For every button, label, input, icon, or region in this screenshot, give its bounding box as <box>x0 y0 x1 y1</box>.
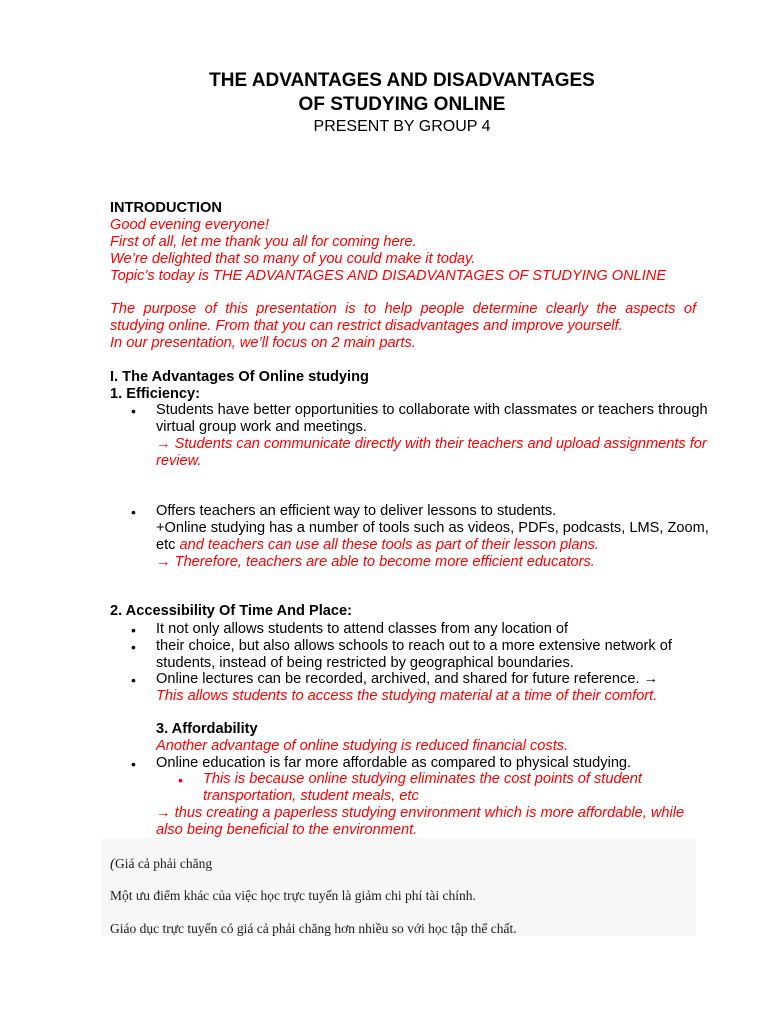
title-line-1: THE ADVANTAGES AND DISADVANTAGES <box>209 70 595 91</box>
section-1-heading: I. The Advantages Of Online studying <box>110 369 369 385</box>
affordability-bullet-1: Online education is far more affordable as compared to physical studying. <box>156 755 632 771</box>
intro-line-6: In our presentation, we’ll focus on 2 main parts. <box>110 335 416 351</box>
bullet-marker: • <box>131 672 136 688</box>
translation-line-1 <box>110 855 696 873</box>
efficiency-heading: 1. Efficiency: <box>110 386 201 402</box>
intro-line-2: First of all, let me thank you all for coming here. <box>110 234 417 250</box>
accessibility-bullet-3 <box>156 671 701 705</box>
open-paren: ( <box>110 856 115 872</box>
translation-line-2: Một ưu điểm khác của việc học trực tuyến là giảm chi phí tài chính. <box>110 888 476 903</box>
sub-bullet-marker: • <box>178 772 183 788</box>
accessibility-bullet-2: their choice, but also allows schools to reach out to a more extensive network of students, instead of being restricted by geographical boundaries. <box>156 638 672 671</box>
title-line-2: OF STUDYING ONLINE <box>298 94 506 115</box>
bullet-marker: • <box>131 622 136 638</box>
translation-line-1-text: Giá cả phải chăng <box>115 856 213 871</box>
efficiency-bullet-2-red: → Therefore, teachers are able to become more efficient educators. <box>156 554 595 570</box>
bullet-marker: • <box>131 504 136 520</box>
affordability-heading: 3. Affordability <box>156 721 258 737</box>
efficiency-bullet-2-plus: +Online studying has a number of tools such as videos, PDFs, podcasts, LMS, Zoom, etc <box>156 520 709 553</box>
bullet-marker: • <box>131 639 136 655</box>
accessibility-bullet-1: It not only allows students to attend classes from any location of <box>156 621 569 637</box>
affordability-red-line: Another advantage of online studying is reduced financial costs. <box>156 738 569 754</box>
efficiency-bullet-1-red: → Students can communicate directly with their teachers and upload assignments for review. <box>156 436 707 469</box>
accessibility-bullet-3-red: This allows students to access the studying material at a time of their comfort. <box>156 688 658 704</box>
affordability-sub-bullet: This is because online studying eliminates the cost points of student transportation, student meals, etc <box>203 771 642 804</box>
accessibility-heading: 2. Accessibility Of Time And Place: <box>110 603 352 619</box>
bullet-marker: • <box>131 403 136 419</box>
efficiency-bullet-1-text: Students have better opportunities to collaborate with classmates or teachers through virtual group work and meetings. <box>156 402 708 435</box>
intro-heading: INTRODUCTION <box>110 200 222 216</box>
translation-line-3: Giáo dục trực tuyến có giá cả phải chăng hơn nhiều so với học tập thể chất. <box>110 921 517 936</box>
bullet-marker: • <box>131 756 136 772</box>
subtitle: PRESENT BY GROUP 4 <box>313 118 491 135</box>
accessibility-bullet-3-text: Online lectures can be recorded, archived, and shared for future reference. → <box>156 671 659 687</box>
efficiency-bullet-1 <box>156 402 716 470</box>
affordability-conclusion: → thus creating a paperless studying environment which is more affordable, while also being beneficial to the environment. <box>156 805 685 838</box>
intro-line-4: Topic’s today is THE ADVANTAGES AND DISADVANTAGES OF STUDYING ONLINE <box>110 268 667 284</box>
intro-line-1: Good evening everyone! <box>110 217 270 233</box>
efficiency-bullet-2 <box>156 503 716 571</box>
efficiency-bullet-2-text: Offers teachers an efficient way to deliver lessons to students. <box>156 503 557 519</box>
intro-line-3: We’re delighted that so many of you could make it today. <box>110 251 476 267</box>
efficiency-bullet-2-plus-red: and teachers can use all these tools as part of their lesson plans. <box>179 537 599 553</box>
intro-line-5: The purpose of this presentation is to help people determine clearly the aspects of studying online. From that you can restrict disadvantages and improve yourself. <box>110 301 696 334</box>
